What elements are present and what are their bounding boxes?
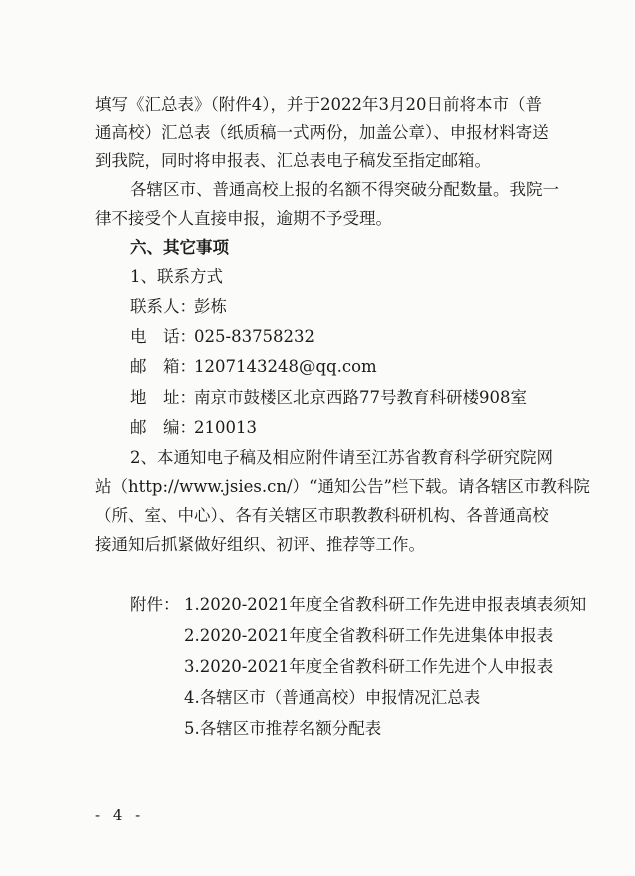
contact-person-row — [130, 296, 227, 318]
attachments-label: 附件： — [130, 595, 180, 614]
contact-email-row — [130, 356, 377, 378]
paragraph-line: 填写《汇总表》（附件4），并于2022年3月20日前将本市（普 — [95, 95, 542, 114]
attachment-row — [130, 594, 586, 616]
section-heading: 六、其它事项 — [130, 238, 229, 257]
paragraph-line: 到我院，同时将申报表、汇总表电子稿发至指定邮箱。 — [95, 151, 491, 170]
contact-phone-row — [130, 326, 315, 348]
paragraph-line: 律不接受个人直接申报，逾期不予受理。 — [95, 209, 392, 228]
contact-value: 210013 — [194, 418, 257, 437]
attachment-item: 5.各辖区市推荐名额分配表 — [184, 719, 382, 738]
attachment-item: 3.2020-2021年度全省教科研工作先进个人申报表 — [184, 657, 554, 676]
page-number: - 4 - — [95, 806, 145, 824]
contact-value: 1207143248@qq.com — [194, 357, 377, 376]
paragraph-line: 各辖区市、普通高校上报的名额不得突破分配数量。我院一 — [130, 180, 559, 199]
attachment-item: 2.2020-2021年度全省教科研工作先进集体申报表 — [184, 626, 554, 645]
attachment-item: 4.各辖区市（普通高校）申报情况汇总表 — [184, 688, 481, 707]
contact-address-row — [130, 387, 527, 409]
contact-label: 地 址： — [130, 388, 196, 407]
contact-section-title: 1、联系方式 — [130, 267, 223, 286]
contact-value: 025-83758232 — [194, 327, 316, 346]
contact-label: 联系人： — [130, 297, 196, 316]
paragraph-line: （所、室、中心）、各有关辖区市职教教科研机构、各普通高校 — [95, 506, 549, 525]
paragraph-line: 站（http://www.jsies.cn/）“通知公告”栏下载。请各辖区市教科院 — [95, 477, 590, 496]
contact-label: 电 话： — [130, 327, 196, 346]
contact-postcode-row — [130, 417, 257, 439]
paragraph-line: 接通知后抓紧做好组织、初评、推荐等工作。 — [95, 535, 425, 554]
contact-label: 邮 箱： — [130, 357, 196, 376]
paragraph-line: 通高校）汇总表（纸质稿一式两份，加盖公章）、申报材料寄送 — [95, 123, 549, 142]
contact-value: 南京市鼓楼区北京西路77号教育科研楼908室 — [194, 388, 527, 407]
paragraph-line: 2、本通知电子稿及相应附件请至江苏省教育科学研究院网 — [130, 448, 553, 467]
contact-label: 邮 编： — [130, 418, 196, 437]
contact-value: 彭栋 — [194, 297, 227, 316]
attachment-item: 1.2020-2021年度全省教科研工作先进申报表填表须知 — [184, 595, 587, 614]
